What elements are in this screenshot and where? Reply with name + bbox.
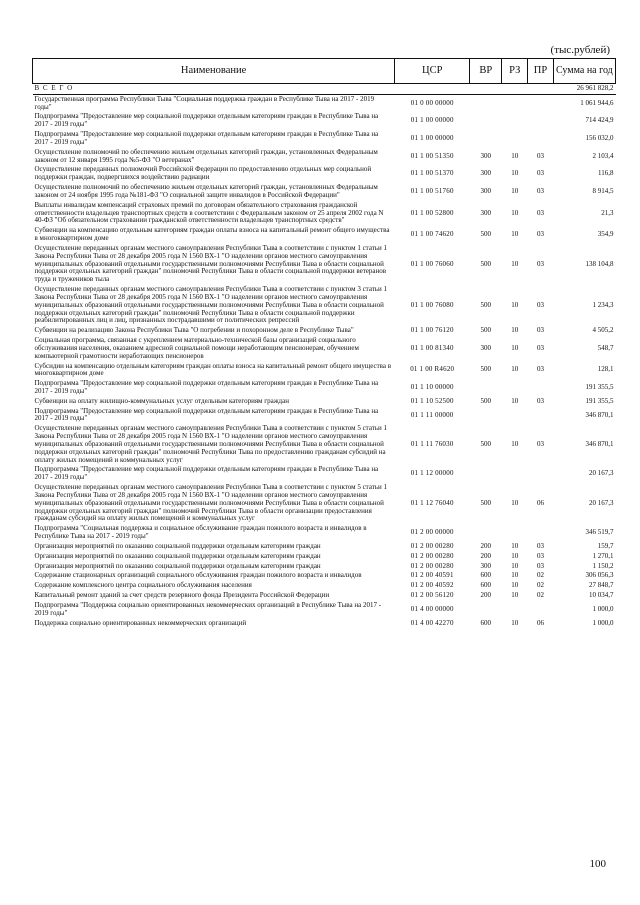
header-pr: ПР: [528, 59, 554, 84]
table-row: [33, 542, 616, 552]
cell-name: Организация мероприятий по оказанию социальной поддержки отдельным категориям граждан: [34, 561, 321, 570]
table-header: [33, 59, 616, 84]
cell-csr: 01 1 12 76040: [410, 498, 454, 507]
cell-pr: 03: [536, 300, 544, 309]
table-row: [33, 244, 616, 285]
cell-vr: 500: [480, 326, 492, 335]
cell-csr: [395, 84, 470, 95]
table-row: [33, 148, 616, 166]
cell-name: Выплаты инвалидам компенсаций страховых премий по договорам обязательного страхования гражданской ответственности владельцев транспортных средств в соответствии с Федеральным законом от 25 апреля 2002 года N 40-ФЗ "Об обязательном страховании гражданской ответственности владельцев транспортных средств": [34, 200, 384, 225]
cell-rz: [502, 84, 528, 95]
cell-csr: 01 4 00 42270: [410, 618, 454, 627]
cell-csr: 01 1 12 00000: [410, 469, 454, 478]
table-row: [33, 201, 616, 226]
cell-name: Капитальный ремонт зданий за счет средств резервного фонда Президента Российской Федерации: [34, 591, 330, 600]
table-body: [33, 84, 616, 629]
unit-note: (тыс.рублей): [550, 44, 610, 56]
cell-rz: 10: [511, 326, 519, 335]
table-row: [33, 285, 616, 326]
cell-csr: 01 2 00 40591: [410, 571, 454, 580]
cell-pr: 06: [536, 618, 544, 627]
cell-sum: 8 914,5: [592, 187, 614, 196]
cell-rz: 10: [511, 151, 519, 160]
cell-vr: [470, 84, 502, 95]
header-name: Наименование: [33, 59, 395, 84]
cell-csr: 01 1 00 00000: [410, 134, 454, 143]
cell-rz: 10: [511, 591, 519, 600]
cell-sum: 306 056,3: [585, 571, 614, 580]
cell-rz: 10: [511, 571, 519, 580]
table-row: [33, 362, 616, 380]
header-csr: ЦСР: [395, 59, 470, 84]
cell-rz: [502, 407, 528, 425]
cell-sum: 20 167,3: [589, 469, 614, 478]
cell-pr: 03: [536, 259, 544, 268]
cell-sum: 10 034,7: [589, 591, 614, 600]
cell-vr: 300: [480, 169, 492, 178]
cell-name: Подпрограмма "Предоставление мер социальной поддержки отдельным категориям граждан в Республике Тыва на 2017 - 2019 годы": [34, 130, 379, 146]
cell-csr: 01 1 11 76030: [410, 439, 454, 448]
cell-name: Субвенции на компенсацию отдельным категориям граждан оплаты взноса на капитальный ремонт общего имущества в многоквартирном доме: [34, 226, 390, 243]
cell-sum: 191 355,5: [585, 396, 614, 405]
table-row: [33, 407, 616, 425]
cell-sum: 4 505,2: [592, 326, 614, 335]
table-row: [33, 524, 616, 542]
header-rz: РЗ: [502, 59, 528, 84]
table-row: [33, 183, 616, 201]
table-row: [33, 94, 616, 112]
cell-pr: 02: [536, 571, 544, 580]
cell-sum: 354,9: [597, 230, 614, 239]
cell-name: Подпрограмма "Предоставление мер социальной поддержки отдельным категориям граждан в Республике Тыва на 2017 - 2019 годы": [34, 465, 379, 482]
cell-name: Осуществление переданных органам местного самоуправления Республики Тыва в соответствии с пунктом 5 статьи 1 Закона Республики Тыва от 28 декабря 2005 года N 1560 ВХ-1 "О наделении органов местного самоуправления муниципальных образований отдельными государственными полномочиями Республики Тыва в области социальной поддержки отдельных категорий граждан" полномочий Республики Тыва в области организации предоставления гражданам субсидий на оплату жилых помещений и коммунальных услуг: [34, 483, 387, 523]
cell-sum: 1 150,2: [592, 561, 614, 570]
table-row: [33, 336, 616, 361]
cell-rz: 10: [511, 498, 519, 507]
cell-rz: 10: [511, 561, 519, 570]
cell-sum: 346 870,1: [585, 439, 614, 448]
cell-pr: [528, 465, 554, 483]
table-row: [33, 562, 616, 572]
cell-pr: [528, 130, 554, 148]
table-row: [33, 112, 616, 130]
table-row: [33, 465, 616, 483]
table-row: [33, 397, 616, 407]
cell-csr: 01 1 10 52500: [410, 396, 454, 405]
cell-csr: 01 2 00 40592: [410, 581, 454, 590]
cell-name: Содержание стационарных организаций социального обслуживания граждан пожилого возраста и инвалидов: [34, 571, 362, 580]
cell-rz: 10: [511, 541, 519, 550]
cell-name: Субвенции на оплату жилищно-коммунальных услуг отдельным категориям граждан: [34, 396, 289, 405]
table-row: [33, 581, 616, 591]
cell-pr: 03: [536, 439, 544, 448]
cell-name: В С Е Г О: [33, 84, 395, 95]
cell-csr: 01 0 00 00000: [410, 98, 454, 107]
cell-vr: 500: [480, 365, 492, 374]
cell-name: Организация мероприятий по оказанию социальной поддержки отдельным категориям граждан: [34, 551, 321, 560]
cell-pr: [528, 524, 554, 542]
cell-pr: 02: [536, 581, 544, 590]
cell-csr: 01 1 10 00000: [410, 383, 454, 392]
cell-name: Организация мероприятий по оказанию социальной поддержки отдельным категориям граждан: [34, 541, 321, 550]
table-row: [33, 424, 616, 465]
table-row: [33, 483, 616, 524]
cell-pr: 03: [536, 326, 544, 335]
cell-rz: [502, 379, 528, 397]
cell-rz: 10: [511, 169, 519, 178]
cell-rz: [502, 465, 528, 483]
cell-sum: 21,3: [601, 208, 614, 217]
cell-csr: 01 1 11 00000: [410, 410, 454, 419]
cell-sum: 714 424,9: [585, 116, 614, 125]
cell-rz: 10: [511, 300, 519, 309]
cell-sum: 27 848,7: [589, 581, 614, 590]
cell-csr: 01 2 00 56120: [410, 591, 454, 600]
cell-sum: 156 032,0: [585, 134, 614, 143]
cell-name: Осуществление переданных органам местного самоуправления Республики Тыва в соответствии с пунктом 1 статьи 1 Закона Республики Тыва от 28 декабря 2005 года N 1560 ВХ-1 "О наделении органов местного самоуправления муниципальных образований отдельными государственными полномочиями Республики Тыва в области социальной поддержки отдельных категорий граждан" полномочий Республики Тыва в области социальной поддержки ветеранов труда и тружеников тыла: [34, 243, 387, 284]
cell-vr: [470, 465, 502, 483]
cell-sum: 1 000,0: [592, 604, 614, 613]
cell-pr: 03: [536, 187, 544, 196]
cell-pr: 03: [536, 561, 544, 570]
cell-name: Осуществление полномочий по обеспечению жильем отдельных категорий граждан, установленных Федеральным законом от 12 января 1995 года №5-ФЗ "О ветеранах": [34, 147, 378, 164]
cell-sum: 346 870,1: [585, 410, 614, 419]
cell-sum: 116,8: [598, 169, 614, 178]
table-row: [33, 571, 616, 581]
cell-sum: 1 000,0: [592, 618, 614, 627]
cell-pr: [528, 84, 554, 95]
cell-name: Осуществление переданных органам местного самоуправления Республики Тыва в соответствии с пунктом 5 статьи 1 Закона Республики Тыва от 28 декабря 2005 года N 1560 ВХ-1 "О наделении органов местного самоуправления муниципальных образований отдельными государственными полномочиями Республики Тыва в области социальной поддержки отдельных категорий граждан" полномочий Республики Тыва по предоставлению гражданам субсидий на оплату жилых помещений и коммунальных услуг: [34, 424, 387, 464]
table-row: [33, 165, 616, 183]
cell-sum: 138 104,8: [585, 259, 614, 268]
cell-rz: 10: [511, 187, 519, 196]
cell-rz: [502, 94, 528, 112]
cell-pr: 03: [536, 541, 544, 550]
cell-pr: [528, 112, 554, 130]
cell-csr: 01 1 00 76080: [410, 300, 454, 309]
cell-vr: [470, 407, 502, 425]
table-row: [33, 591, 616, 601]
cell-sum: 20 167,3: [589, 498, 614, 507]
cell-sum: 128,1: [597, 365, 614, 374]
cell-csr: 01 1 00 51370: [410, 169, 454, 178]
cell-pr: 03: [536, 169, 544, 178]
cell-rz: [502, 112, 528, 130]
cell-name: Государственная программа Республики Тыва "Социальная поддержка граждан в Республике Тыва на 2017 - 2019 годы": [34, 94, 375, 111]
cell-csr: 01 2 00 00000: [410, 528, 454, 537]
cell-sum: 1 270,1: [592, 551, 614, 560]
cell-csr: 01 1 00 R4620: [410, 365, 455, 374]
cell-name: Содержание комплексного центра социального обслуживания населения: [34, 581, 252, 590]
cell-name: Поддержка социально ориентированных некоммерческих организаций: [34, 618, 247, 627]
cell-csr: 01 1 00 81340: [410, 343, 454, 352]
table-row: [33, 552, 616, 562]
cell-csr: 01 2 00 00280: [410, 551, 454, 560]
cell-vr: [470, 94, 502, 112]
cell-rz: 10: [511, 581, 519, 590]
cell-sum: 1 234,3: [592, 300, 614, 309]
cell-csr: 01 2 00 00280: [410, 561, 454, 570]
cell-pr: [528, 601, 554, 619]
cell-vr: 500: [480, 396, 492, 405]
cell-rz: [502, 130, 528, 148]
cell-name: Осуществление переданных полномочий Российской Федерации по предоставлению отдельных мер социальной поддержки граждан, подвергшихся воздействию радиации: [34, 165, 372, 182]
cell-rz: [502, 601, 528, 619]
cell-sum: 1 061 944,6: [580, 98, 614, 107]
cell-pr: [528, 379, 554, 397]
table-row: [33, 619, 616, 629]
cell-pr: 03: [536, 343, 544, 352]
cell-sum: 191 355,5: [585, 383, 614, 392]
cell-csr: 01 1 00 00000: [410, 116, 454, 125]
cell-pr: 03: [536, 151, 544, 160]
cell-vr: 300: [480, 561, 492, 570]
cell-sum: 346 519,7: [585, 528, 614, 537]
header-sum: Сумма на год: [553, 59, 615, 84]
table-row: [33, 226, 616, 244]
cell-vr: 200: [480, 541, 492, 550]
table-row: [33, 130, 616, 148]
cell-pr: [528, 94, 554, 112]
cell-rz: 10: [511, 439, 519, 448]
cell-pr: 03: [536, 396, 544, 405]
cell-pr: 02: [536, 591, 544, 600]
cell-vr: 200: [480, 591, 492, 600]
cell-rz: [502, 524, 528, 542]
table-row: [33, 601, 616, 619]
cell-name: Осуществление переданных органам местного самоуправления Республики Тыва в соответствии с пунктом 3 статьи 1 Закона Республики Тыва от 28 декабря 2005 года N 1560 ВХ-1 "О наделении органов местного самоуправления муниципальных образований отдельными государственными полномочиями Республики Тыва в области социальной поддержки отдельных категорий граждан" полномочий Республики Тыва в области социальной поддержки реабилитированных лиц и лиц, признанных пострадавшими от политических репрессий: [34, 285, 387, 325]
header-vr: ВР: [470, 59, 502, 84]
cell-name: Осуществление полномочий по обеспечению жильем отдельных категорий граждан, установленных Федеральным законом от 24 ноября 1995 года №181-ФЗ "О социальной защите инвалидов в Российской Федерации": [34, 183, 378, 199]
cell-name: Подпрограмма "Предоставление мер социальной поддержки отдельным категориям граждан в Республике Тыва на 2017 - 2019 годы": [34, 406, 379, 423]
cell-rz: 10: [511, 396, 519, 405]
cell-vr: 300: [480, 208, 492, 217]
cell-vr: 600: [480, 571, 492, 580]
cell-pr: 03: [536, 208, 544, 217]
cell-rz: 10: [511, 343, 519, 352]
cell-pr: 03: [536, 551, 544, 560]
table-row: [33, 379, 616, 397]
page-number: 100: [589, 858, 606, 870]
cell-vr: 300: [480, 151, 492, 160]
cell-vr: 500: [480, 439, 492, 448]
cell-rz: 10: [511, 259, 519, 268]
cell-name: Подпрограмма "Поддержка социально ориентированных некоммерческих организаций в Республике Тыва на 2017 - 2019 годы": [34, 600, 382, 617]
cell-pr: 06: [536, 498, 544, 507]
cell-pr: 03: [536, 230, 544, 239]
total-row: [33, 84, 616, 95]
cell-csr: 01 2 00 00280: [410, 541, 454, 550]
cell-csr: 01 1 00 76120: [410, 326, 454, 335]
cell-rz: 10: [511, 208, 519, 217]
cell-csr: 01 4 00 00000: [410, 604, 454, 613]
cell-sum: 159,7: [597, 541, 614, 550]
cell-name: Субсидии на компенсацию отдельным категориям граждан оплаты взноса на капитальный ремонт общего имущества в многоквартирном доме: [34, 361, 392, 378]
cell-name: Подпрограмма "Социальная поддержка и социальное обслуживание граждан пожилого возраста и инвалидов в Республике Тыва на 2017 - 2019 годы": [34, 524, 367, 541]
table-row: [33, 326, 616, 336]
cell-csr: 01 1 00 51350: [410, 151, 454, 160]
cell-vr: 500: [480, 230, 492, 239]
cell-sum: 2 103,4: [592, 151, 614, 160]
cell-vr: [470, 112, 502, 130]
cell-rz: 10: [511, 618, 519, 627]
cell-name: Субвенции на реализацию Закона Республики Тыва "О погребении и похоронном деле в Республике Тыва": [34, 326, 354, 335]
cell-name: Подпрограмма "Предоставление мер социальной поддержки отдельным категориям граждан в Республике Тыва на 2017 - 2019 годы": [34, 379, 379, 395]
cell-rz: 10: [511, 551, 519, 560]
cell-sum: 548,7: [597, 343, 614, 352]
cell-vr: 600: [480, 618, 492, 627]
cell-vr: 500: [480, 498, 492, 507]
cell-csr: 01 1 00 76060: [410, 259, 454, 268]
cell-vr: 500: [480, 300, 492, 309]
cell-csr: 01 1 00 52800: [410, 208, 454, 217]
cell-vr: [470, 524, 502, 542]
cell-pr: 03: [536, 365, 544, 374]
cell-rz: 10: [511, 365, 519, 374]
cell-csr: 01 1 00 51760: [410, 187, 454, 196]
cell-pr: [528, 407, 554, 425]
budget-table: [32, 58, 616, 628]
cell-sum: 26 961 828,2: [553, 84, 615, 95]
cell-vr: 300: [480, 187, 492, 196]
cell-vr: 200: [480, 551, 492, 560]
cell-csr: 01 1 00 74620: [410, 230, 454, 239]
cell-vr: 300: [480, 343, 492, 352]
cell-rz: 10: [511, 230, 519, 239]
cell-vr: 500: [480, 259, 492, 268]
cell-vr: [470, 130, 502, 148]
cell-vr: [470, 601, 502, 619]
cell-name: Подпрограмма "Предоставление мер социальной поддержки отдельным категориям граждан в Республике Тыва на 2017 - 2019 годы": [34, 112, 379, 129]
cell-vr: [470, 379, 502, 397]
cell-name: Социальная программа, связанная с укреплением материально-технической базы организаций социального обслуживания населения, оказанием адресной социальной помощи неработающим пенсионерам, обучением компьютерной грамотности неработающих пенсионеров: [34, 336, 359, 360]
cell-vr: 600: [480, 581, 492, 590]
